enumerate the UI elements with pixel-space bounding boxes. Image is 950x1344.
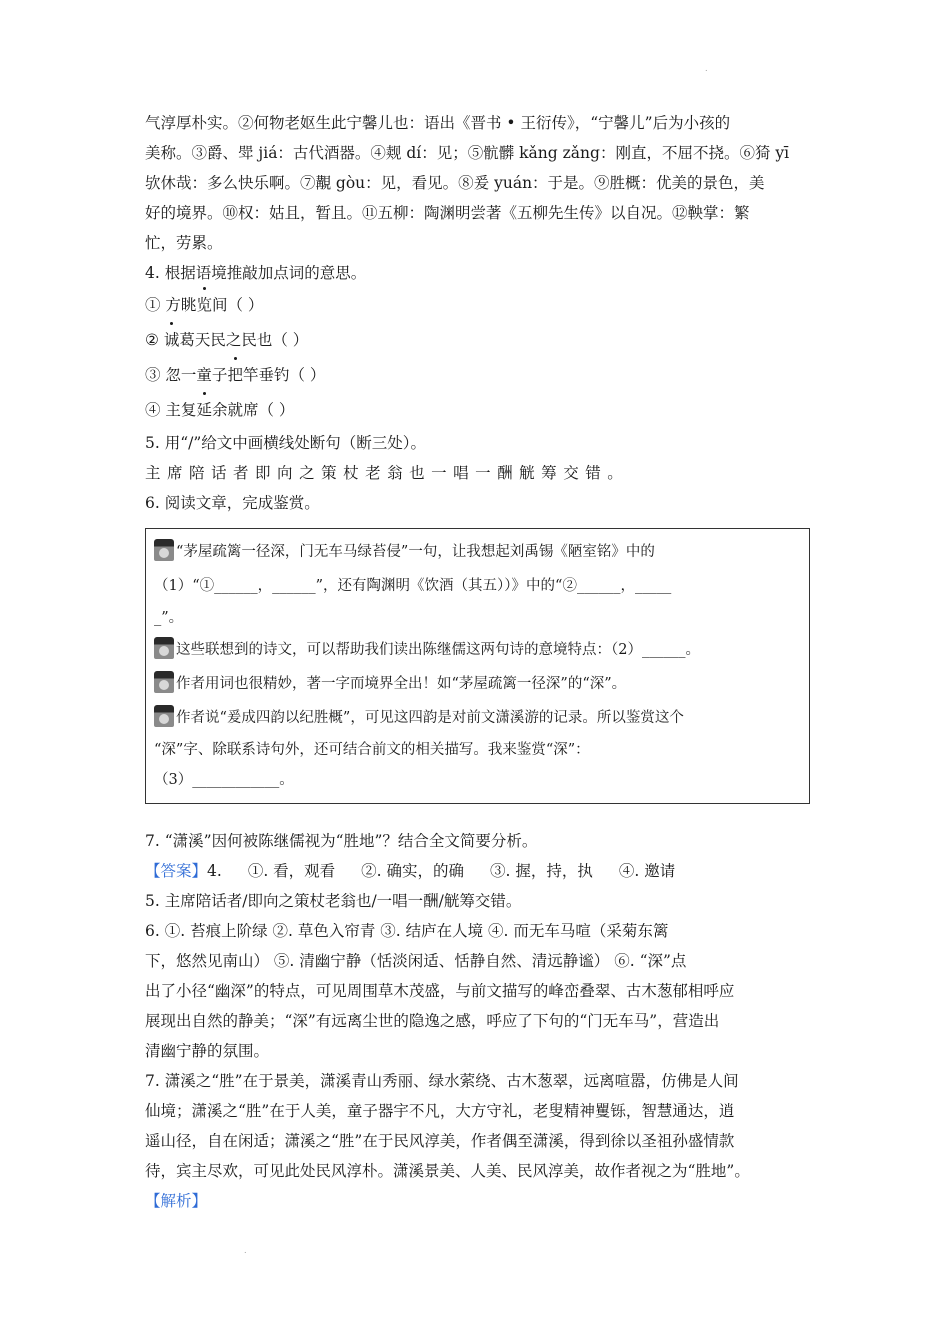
question-7-title: 7. “潇溪”因何被陈继儒视为“胜地”？结合全文简要分析。 <box>145 832 538 850</box>
avatar-icon <box>154 705 174 727</box>
box-line: _”。 <box>154 610 184 626</box>
question-5-title: 5. 用“/”给文中画横线处断句（断三处）。 <box>145 434 427 452</box>
answer-7: 7. 潇溪之“胜”在于景美，潇溪青山秀丽、绿水萦绕、古木葱翠，远离喧嚣，仿佛是人间 仙境；潇溪之“胜”在于人美，童子器宇不凡，大方守礼，老叟精神矍铄，智慧通达，逍 遥山径，自在闲适；潇溪之“胜”在于民风淳美，作者偶至潇溪，得到徐以圣祖孙盛情款 待，宾主尽欢，可见此处民风淳朴。潇溪景美、人美、民风淳美，故作者视之为“胜地”。 <box>145 1072 750 1180</box>
box-line: “深”字、除联系诗句外，还可结合前文的相关描写。我来鉴赏“深”： <box>154 742 590 758</box>
page-mark-top: . <box>705 64 708 73</box>
question-4-items <box>145 288 810 428</box>
note-line: 气淳厚朴实。②何物老妪生此宁馨儿也：语出《晋书 • 王衍传》，“宁馨儿”后为小孩的 <box>145 114 731 132</box>
avatar-icon <box>154 539 174 561</box>
note-line: 欤休哉：多么快乐啊。⑦覯 gòu：见，看见。⑧爰 yuán：于是。⑨胜概：优美的景色，美 <box>145 174 765 192</box>
notes-section <box>145 108 810 258</box>
avatar-icon <box>154 637 174 659</box>
box-line: 作者用词也很精妙，著一字而境界全出！如“茅屋疏篱一径深”的“深”。 <box>154 667 797 701</box>
question-4-title: 4. 根据语境推敲加点词的意思。 <box>145 264 367 282</box>
avatar-icon <box>154 671 174 693</box>
note-line: 好的境界。⑩权：姑且，暂且。⑪五柳：陶渊明尝著《五柳先生传》以自况。⑫鞅掌：繁 <box>145 204 750 222</box>
note-line: 忙，劳累。 <box>145 234 223 252</box>
note-line: 美称。③爵、斝 jiá：古代酒器。④觌 dí：见；⑤骯髒 kǎng zǎng：刚直，不屈不挠。⑥猗 yī <box>145 144 790 162</box>
box-line: “茅屋疏篱一径深，门无车马绿苔侵”一句，让我想起刘禹锡《陋室铭》中的 <box>154 535 797 569</box>
page-mark-bottom: . <box>244 1246 247 1255</box>
answer-6: 6. ①. 苔痕上阶绿 ②. 草色入帘青 ③. 结庐在人境 ④. 而无车马喧（采菊东篱 下，悠然见南山） ⑤. 清幽宁静（恬淡闲适、恬静自然、清远静谧） ⑥. “深”点 出了小径“幽深”的特点，可见周围草木茂盛，与前文描写的峰峦叠翠、古木葱郁相呼应 展现出自然的静美；“深”有远离尘世的隐逸之感，呼应了下句的“门无车马”，营造出 清幽宁静的氛围。 <box>145 922 735 1060</box>
answer-4: 【答案】4. ①. 看，观看 ②. 确实，的确 ③. 握，持，执 ④. 邀请 <box>145 862 676 880</box>
document-page <box>145 108 810 1216</box>
q4-item: ④ 主复延余就席（ ） <box>145 393 810 428</box>
box-line: 这些联想到的诗文，可以帮助我们读出陈继儒这两句诗的意境特点：（2）______。 <box>154 633 797 667</box>
q4-item: ② 诚葛天民之民也（ ） <box>145 323 810 358</box>
box-line: （1）“①______，______”，还有陶渊明《饮酒（其五））》中的“②______，_____ <box>154 578 672 594</box>
q4-item: ③ 忽一童子把竿垂钓（ ） <box>145 358 810 393</box>
question-6-title: 6. 阅读文章，完成鉴赏。 <box>145 494 320 512</box>
dotted-char: 诚 <box>164 323 180 358</box>
q4-item: ① 方眺览间（ ） <box>145 288 810 323</box>
dotted-char: 览 <box>196 288 212 323</box>
box-line: 作者说“爰成四韵以纪胜概”，可见这四韵是对前文潇溪游的记录。所以鉴赏这个 <box>154 701 797 735</box>
box-line: （3）____________。 <box>154 772 294 788</box>
appreciation-box <box>145 528 810 804</box>
answer-label: 【答案】 <box>145 862 208 880</box>
answer-5: 5. 主席陪话者/即向之策杖老翁也/一唱一酬/觥筹交错。 <box>145 892 522 910</box>
question-5-text: 主席陪话者即向之策杖老翁也一唱一酬觥筹交错。 <box>145 464 630 482</box>
dotted-char: 延 <box>196 393 212 428</box>
analysis-label: 【解析】 <box>145 1192 208 1210</box>
dotted-char: 把 <box>227 358 243 393</box>
